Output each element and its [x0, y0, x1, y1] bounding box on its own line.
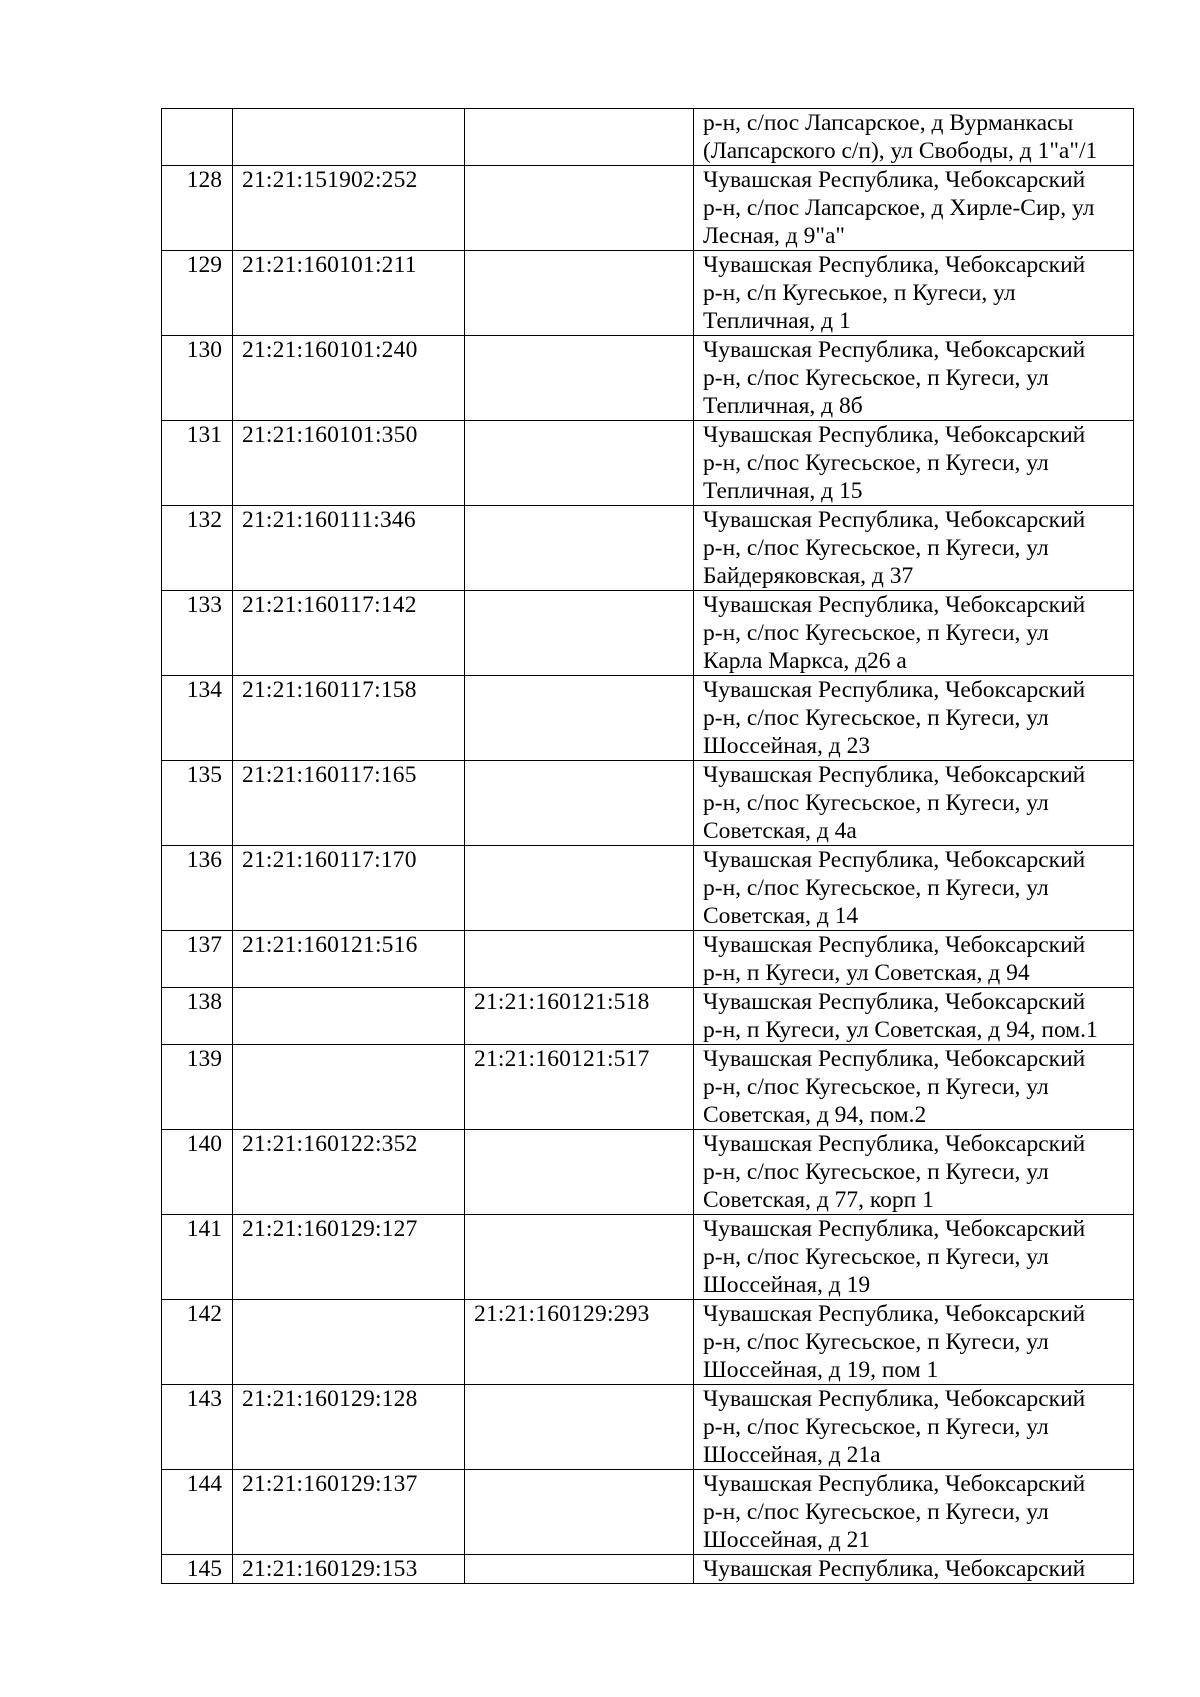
- address-line: р-н, с/пос Кугесьское, п Кугеси, ул: [703, 450, 1049, 476]
- address-line: Советская, д 4а: [703, 818, 857, 844]
- row-number-cell: 138: [162, 988, 233, 1045]
- address-line: Тепличная, д 1: [703, 308, 851, 334]
- object-cadastral-number-cell: [465, 591, 694, 676]
- land-cadastral-number-cell: 21:21:160111:346: [233, 506, 465, 591]
- address-line: Чувашская Республика, Чебоксарский: [703, 847, 1086, 873]
- address-line: Советская, д 14: [703, 903, 859, 929]
- address-cell: [694, 1130, 1134, 1215]
- table-row: [162, 421, 1134, 506]
- object-cadastral-number-cell: [465, 761, 694, 846]
- address-line: Чувашская Республика, Чебоксарский: [703, 252, 1086, 278]
- address-line: р-н, с/пос Кугесьское, п Кугеси, ул: [703, 535, 1049, 561]
- row-number-cell: 142: [162, 1300, 233, 1385]
- object-cadastral-number-cell: [465, 1130, 694, 1215]
- land-cadastral-number-cell: 21:21:160117:165: [233, 761, 465, 846]
- address-cell: [694, 1385, 1134, 1470]
- address-line: р-н, п Кугеси, ул Советская, д 94: [703, 960, 1030, 986]
- registry-table: [161, 108, 1134, 1584]
- object-cadastral-number-cell: [465, 109, 694, 166]
- land-cadastral-number-cell: 21:21:160129:137: [233, 1470, 465, 1555]
- address-cell: [694, 336, 1134, 421]
- address-line: р-н, п Кугеси, ул Советская, д 94, пом.1: [703, 1017, 1098, 1043]
- address-line: Чувашская Республика, Чебоксарский: [703, 1471, 1086, 1497]
- row-number-cell: 145: [162, 1555, 233, 1584]
- object-cadastral-number-cell: [465, 251, 694, 336]
- row-number-cell: 131: [162, 421, 233, 506]
- address-cell: [694, 761, 1134, 846]
- address-cell: [694, 1470, 1134, 1555]
- address-line: р-н, с/пос Кугесьское, п Кугеси, ул: [703, 1244, 1049, 1270]
- land-cadastral-number-cell: [233, 1045, 465, 1130]
- land-cadastral-number-cell: 21:21:160129:127: [233, 1215, 465, 1300]
- address-line: Чувашская Республика, Чебоксарский: [703, 1386, 1086, 1412]
- address-cell: [694, 109, 1134, 166]
- table-row: [162, 109, 1134, 166]
- address-cell: [694, 846, 1134, 931]
- address-line: р-н, с/пос Лапсарское, д Вурманкасы: [703, 110, 1074, 136]
- land-cadastral-number-cell: 21:21:160122:352: [233, 1130, 465, 1215]
- row-number-cell: 141: [162, 1215, 233, 1300]
- row-number-cell: [162, 109, 233, 166]
- address-line: Шоссейная, д 23: [703, 733, 871, 759]
- land-cadastral-number-cell: 21:21:160101:240: [233, 336, 465, 421]
- address-line: Тепличная, д 15: [703, 478, 863, 504]
- object-cadastral-number-cell: [465, 1385, 694, 1470]
- row-number-cell: 133: [162, 591, 233, 676]
- address-line: Чувашская Республика, Чебоксарский: [703, 1301, 1086, 1327]
- land-cadastral-number-cell: 21:21:160117:170: [233, 846, 465, 931]
- object-cadastral-number-cell: [465, 1470, 694, 1555]
- object-cadastral-number-cell: 21:21:160129:293: [465, 1300, 694, 1385]
- address-line: Шоссейная, д 21: [703, 1527, 871, 1553]
- address-line: Чувашская Республика, Чебоксарский: [703, 677, 1086, 703]
- row-number-cell: 140: [162, 1130, 233, 1215]
- table-row: [162, 988, 1134, 1045]
- land-cadastral-number-cell: [233, 109, 465, 166]
- table-row: [162, 591, 1134, 676]
- row-number-cell: 139: [162, 1045, 233, 1130]
- address-line: Чувашская Республика, Чебоксарский: [703, 1556, 1086, 1582]
- address-line: Чувашская Республика, Чебоксарский: [703, 422, 1086, 448]
- table-row: [162, 1215, 1134, 1300]
- address-line: Чувашская Республика, Чебоксарский: [703, 1131, 1086, 1157]
- address-line: р-н, с/пос Кугесьское, п Кугеси, ул: [703, 1329, 1049, 1355]
- land-cadastral-number-cell: [233, 988, 465, 1045]
- row-number-cell: 134: [162, 676, 233, 761]
- object-cadastral-number-cell: [465, 166, 694, 251]
- address-cell: [694, 591, 1134, 676]
- object-cadastral-number-cell: 21:21:160121:518: [465, 988, 694, 1045]
- address-cell: [694, 166, 1134, 251]
- row-number-cell: 129: [162, 251, 233, 336]
- address-line: Карла Маркса, д26 а: [703, 648, 907, 674]
- registry-table-body: [162, 109, 1134, 1584]
- table-row: [162, 1470, 1134, 1555]
- row-number-cell: 130: [162, 336, 233, 421]
- address-line: Чувашская Республика, Чебоксарский: [703, 762, 1086, 788]
- row-number-cell: 132: [162, 506, 233, 591]
- object-cadastral-number-cell: [465, 931, 694, 988]
- address-line: р-н, с/пос Кугесьское, п Кугеси, ул: [703, 790, 1049, 816]
- address-line: Чувашская Республика, Чебоксарский: [703, 507, 1086, 533]
- table-row: [162, 506, 1134, 591]
- table-row: [162, 931, 1134, 988]
- address-cell: [694, 988, 1134, 1045]
- object-cadastral-number-cell: [465, 676, 694, 761]
- address-line: р-н, с/пос Кугесьское, п Кугеси, ул: [703, 620, 1049, 646]
- row-number-cell: 136: [162, 846, 233, 931]
- row-number-cell: 135: [162, 761, 233, 846]
- table-row: [162, 676, 1134, 761]
- row-number-cell: 128: [162, 166, 233, 251]
- address-line: р-н, с/пос Лапсарское, д Хирле-Сир, ул: [703, 195, 1095, 221]
- object-cadastral-number-cell: [465, 846, 694, 931]
- address-line: Тепличная, д 8б: [703, 393, 863, 419]
- table-row: [162, 1300, 1134, 1385]
- row-number-cell: 137: [162, 931, 233, 988]
- address-line: р-н, с/пос Кугесьское, п Кугеси, ул: [703, 875, 1049, 901]
- table-row: [162, 1130, 1134, 1215]
- table-row: [162, 166, 1134, 251]
- object-cadastral-number-cell: [465, 1215, 694, 1300]
- land-cadastral-number-cell: 21:21:151902:252: [233, 166, 465, 251]
- address-line: р-н, с/пос Кугесьское, п Кугеси, ул: [703, 1499, 1049, 1525]
- address-line: Лесная, д 9"а": [703, 223, 845, 249]
- address-line: Чувашская Республика, Чебоксарский: [703, 337, 1086, 363]
- address-line: Чувашская Республика, Чебоксарский: [703, 167, 1086, 193]
- address-line: Чувашская Республика, Чебоксарский: [703, 989, 1086, 1015]
- address-line: Чувашская Республика, Чебоксарский: [703, 1216, 1086, 1242]
- table-row: [162, 336, 1134, 421]
- address-line: р-н, с/пос Кугесьское, п Кугеси, ул: [703, 1074, 1049, 1100]
- row-number-cell: 144: [162, 1470, 233, 1555]
- object-cadastral-number-cell: [465, 1555, 694, 1584]
- table-row: [162, 1045, 1134, 1130]
- address-cell: [694, 676, 1134, 761]
- land-cadastral-number-cell: 21:21:160101:350: [233, 421, 465, 506]
- object-cadastral-number-cell: 21:21:160121:517: [465, 1045, 694, 1130]
- object-cadastral-number-cell: [465, 421, 694, 506]
- address-line: Байдеряковская, д 37: [703, 563, 914, 589]
- address-line: Шоссейная, д 21а: [703, 1442, 881, 1468]
- object-cadastral-number-cell: [465, 336, 694, 421]
- land-cadastral-number-cell: 21:21:160129:128: [233, 1385, 465, 1470]
- address-line: Советская, д 94, пом.2: [703, 1102, 927, 1128]
- address-cell: [694, 1555, 1134, 1584]
- address-cell: [694, 506, 1134, 591]
- table-row: [162, 1385, 1134, 1470]
- table-row: [162, 1555, 1134, 1584]
- address-cell: [694, 1300, 1134, 1385]
- address-line: Чувашская Республика, Чебоксарский: [703, 592, 1086, 618]
- address-cell: [694, 1215, 1134, 1300]
- land-cadastral-number-cell: 21:21:160101:211: [233, 251, 465, 336]
- address-line: Чувашская Республика, Чебоксарский: [703, 932, 1086, 958]
- table-row: [162, 846, 1134, 931]
- address-line: р-н, с/пос Кугесьское, п Кугеси, ул: [703, 1159, 1049, 1185]
- address-cell: [694, 1045, 1134, 1130]
- address-line: Чувашская Республика, Чебоксарский: [703, 1046, 1086, 1072]
- address-line: (Лапсарского с/п), ул Свободы, д 1"а"/1: [703, 138, 1098, 164]
- row-number-cell: 143: [162, 1385, 233, 1470]
- address-cell: [694, 421, 1134, 506]
- object-cadastral-number-cell: [465, 506, 694, 591]
- address-line: р-н, с/п Кугеськое, п Кугеси, ул: [703, 280, 1016, 306]
- land-cadastral-number-cell: 21:21:160117:158: [233, 676, 465, 761]
- address-cell: [694, 251, 1134, 336]
- address-line: р-н, с/пос Кугесьское, п Кугеси, ул: [703, 1414, 1049, 1440]
- land-cadastral-number-cell: 21:21:160117:142: [233, 591, 465, 676]
- address-line: Шоссейная, д 19, пом 1: [703, 1357, 939, 1383]
- address-line: р-н, с/пос Кугесьское, п Кугеси, ул: [703, 365, 1049, 391]
- address-cell: [694, 931, 1134, 988]
- table-row: [162, 251, 1134, 336]
- land-cadastral-number-cell: 21:21:160121:516: [233, 931, 465, 988]
- address-line: Советская, д 77, корп 1: [703, 1187, 934, 1213]
- land-cadastral-number-cell: 21:21:160129:153: [233, 1555, 465, 1584]
- address-line: Шоссейная, д 19: [703, 1272, 871, 1298]
- land-cadastral-number-cell: [233, 1300, 465, 1385]
- table-row: [162, 761, 1134, 846]
- address-line: р-н, с/пос Кугесьское, п Кугеси, ул: [703, 705, 1049, 731]
